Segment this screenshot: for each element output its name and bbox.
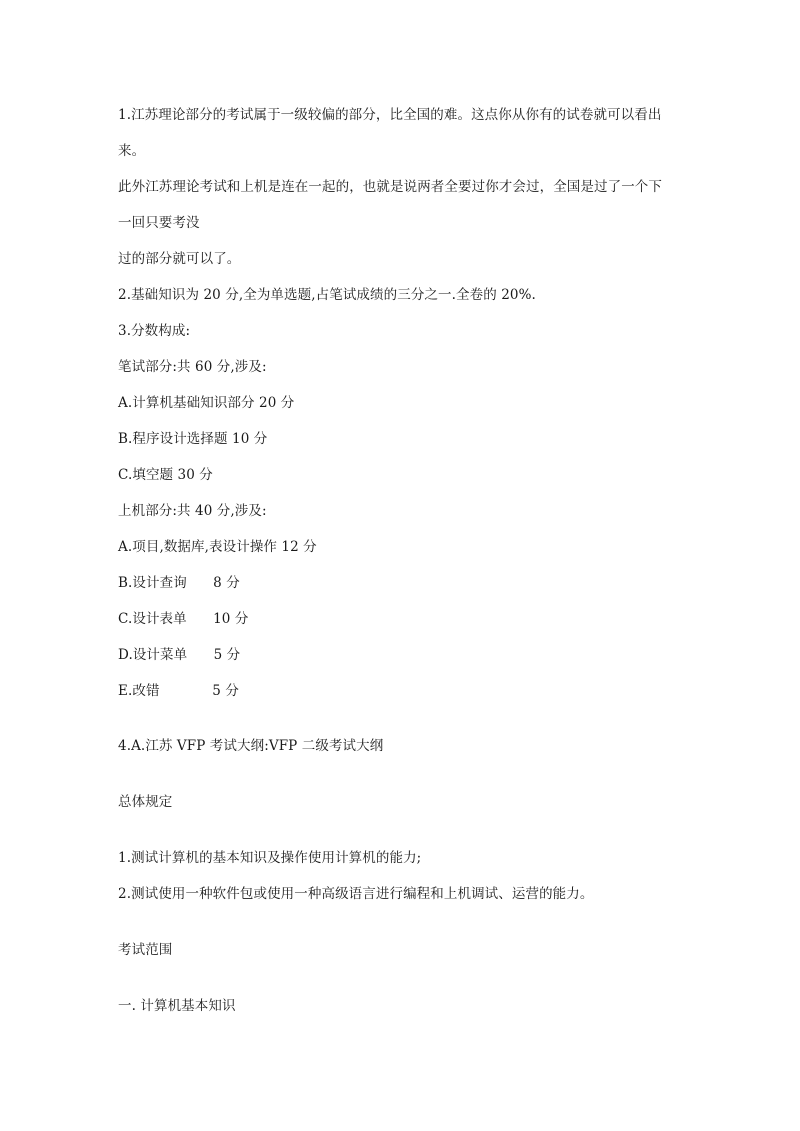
paragraph-line: C.填空题 30 分 xyxy=(118,467,213,483)
paragraph-line: A.计算机基础知识部分 20 分 xyxy=(118,395,295,411)
section-heading: 一. 计算机基本知识 xyxy=(118,998,236,1014)
paragraph-line: 上机部分:共 40 分,涉及: xyxy=(118,503,267,519)
paragraph-line: 过的部分就可以了。 xyxy=(118,251,241,267)
paragraph-line: E.改错 5 分 xyxy=(118,683,239,699)
paragraph-line: 3.分数构成: xyxy=(118,323,191,339)
paragraph-line: 2.基础知识为 20 分,全为单选题,占笔试成绩的三分之一.全卷的 20%. xyxy=(118,287,536,303)
paragraph-line: A.项目,数据库,表设计操作 12 分 xyxy=(118,539,317,555)
paragraph-line: 来。 xyxy=(118,143,146,159)
paragraph-line: 1.江苏理论部分的考试属于一级较偏的部分，比全国的难。这点你从你有的试卷就可以看出 xyxy=(118,107,662,123)
paragraph-line: 笔试部分:共 60 分,涉及: xyxy=(118,359,267,375)
section-heading: 4.A.江苏 VFP 考试大纲:VFP 二级考试大纲 xyxy=(118,738,384,754)
paragraph-line: B.设计查询 8 分 xyxy=(118,575,240,591)
section-heading: 考试范围 xyxy=(118,942,173,958)
paragraph-line: 此外江苏理论考试和上机是连在一起的，也就是说两者全要过你才会过，全国是过了一个下 xyxy=(118,179,662,195)
section-heading: 总体规定 xyxy=(118,794,173,810)
paragraph-line: B.程序设计选择题 10 分 xyxy=(118,431,268,447)
paragraph-line: D.设计菜单 5 分 xyxy=(118,647,241,663)
paragraph-line: 一回只要考没 xyxy=(118,215,200,231)
paragraph-line: 1.测试计算机的基本知识及操作使用计算机的能力; xyxy=(118,850,422,866)
paragraph-line: 2.测试使用一种软件包或使用一种高级语言进行编程和上机调试、运营的能力。 xyxy=(118,886,594,902)
paragraph-line: C.设计表单 10 分 xyxy=(118,611,249,627)
